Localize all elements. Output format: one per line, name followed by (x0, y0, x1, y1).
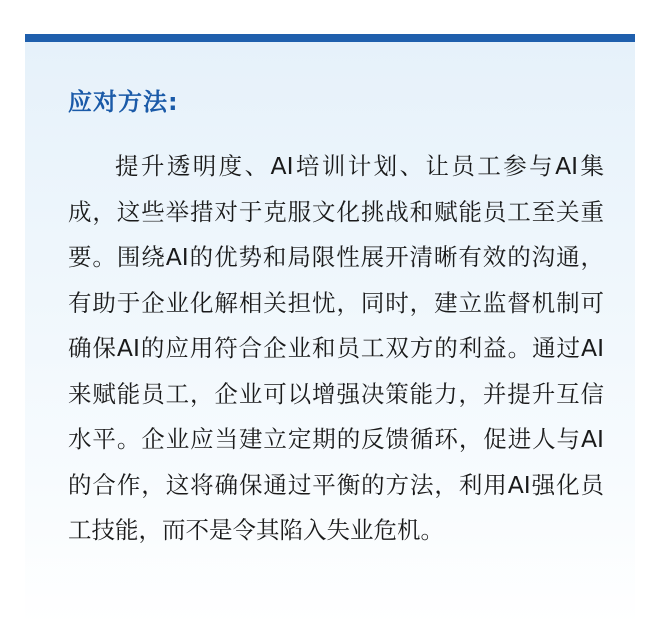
section-paragraph: 提升透明度、AI培训计划、让员工参与AI集成，这些举措对于克服文化挑战和赋能员工至关重要。围绕AI的优势和局限性展开清晰有效的沟通，有助于企业化解相关担忧，同时，建立监督机制可确保AI的应用符合企业和员工双方的利益。通过AI来赋能员工，企业可以增强决策能力，并提升互信水平。企业应当建立定期的反馈循环，促进人与AI的合作，这将确保通过平衡的方法，利用AI强化员工技能，而不是令其陷入失业危机。 (68, 152, 604, 544)
section-heading: 应对方法: (68, 88, 179, 116)
top-accent-bar (25, 34, 635, 42)
